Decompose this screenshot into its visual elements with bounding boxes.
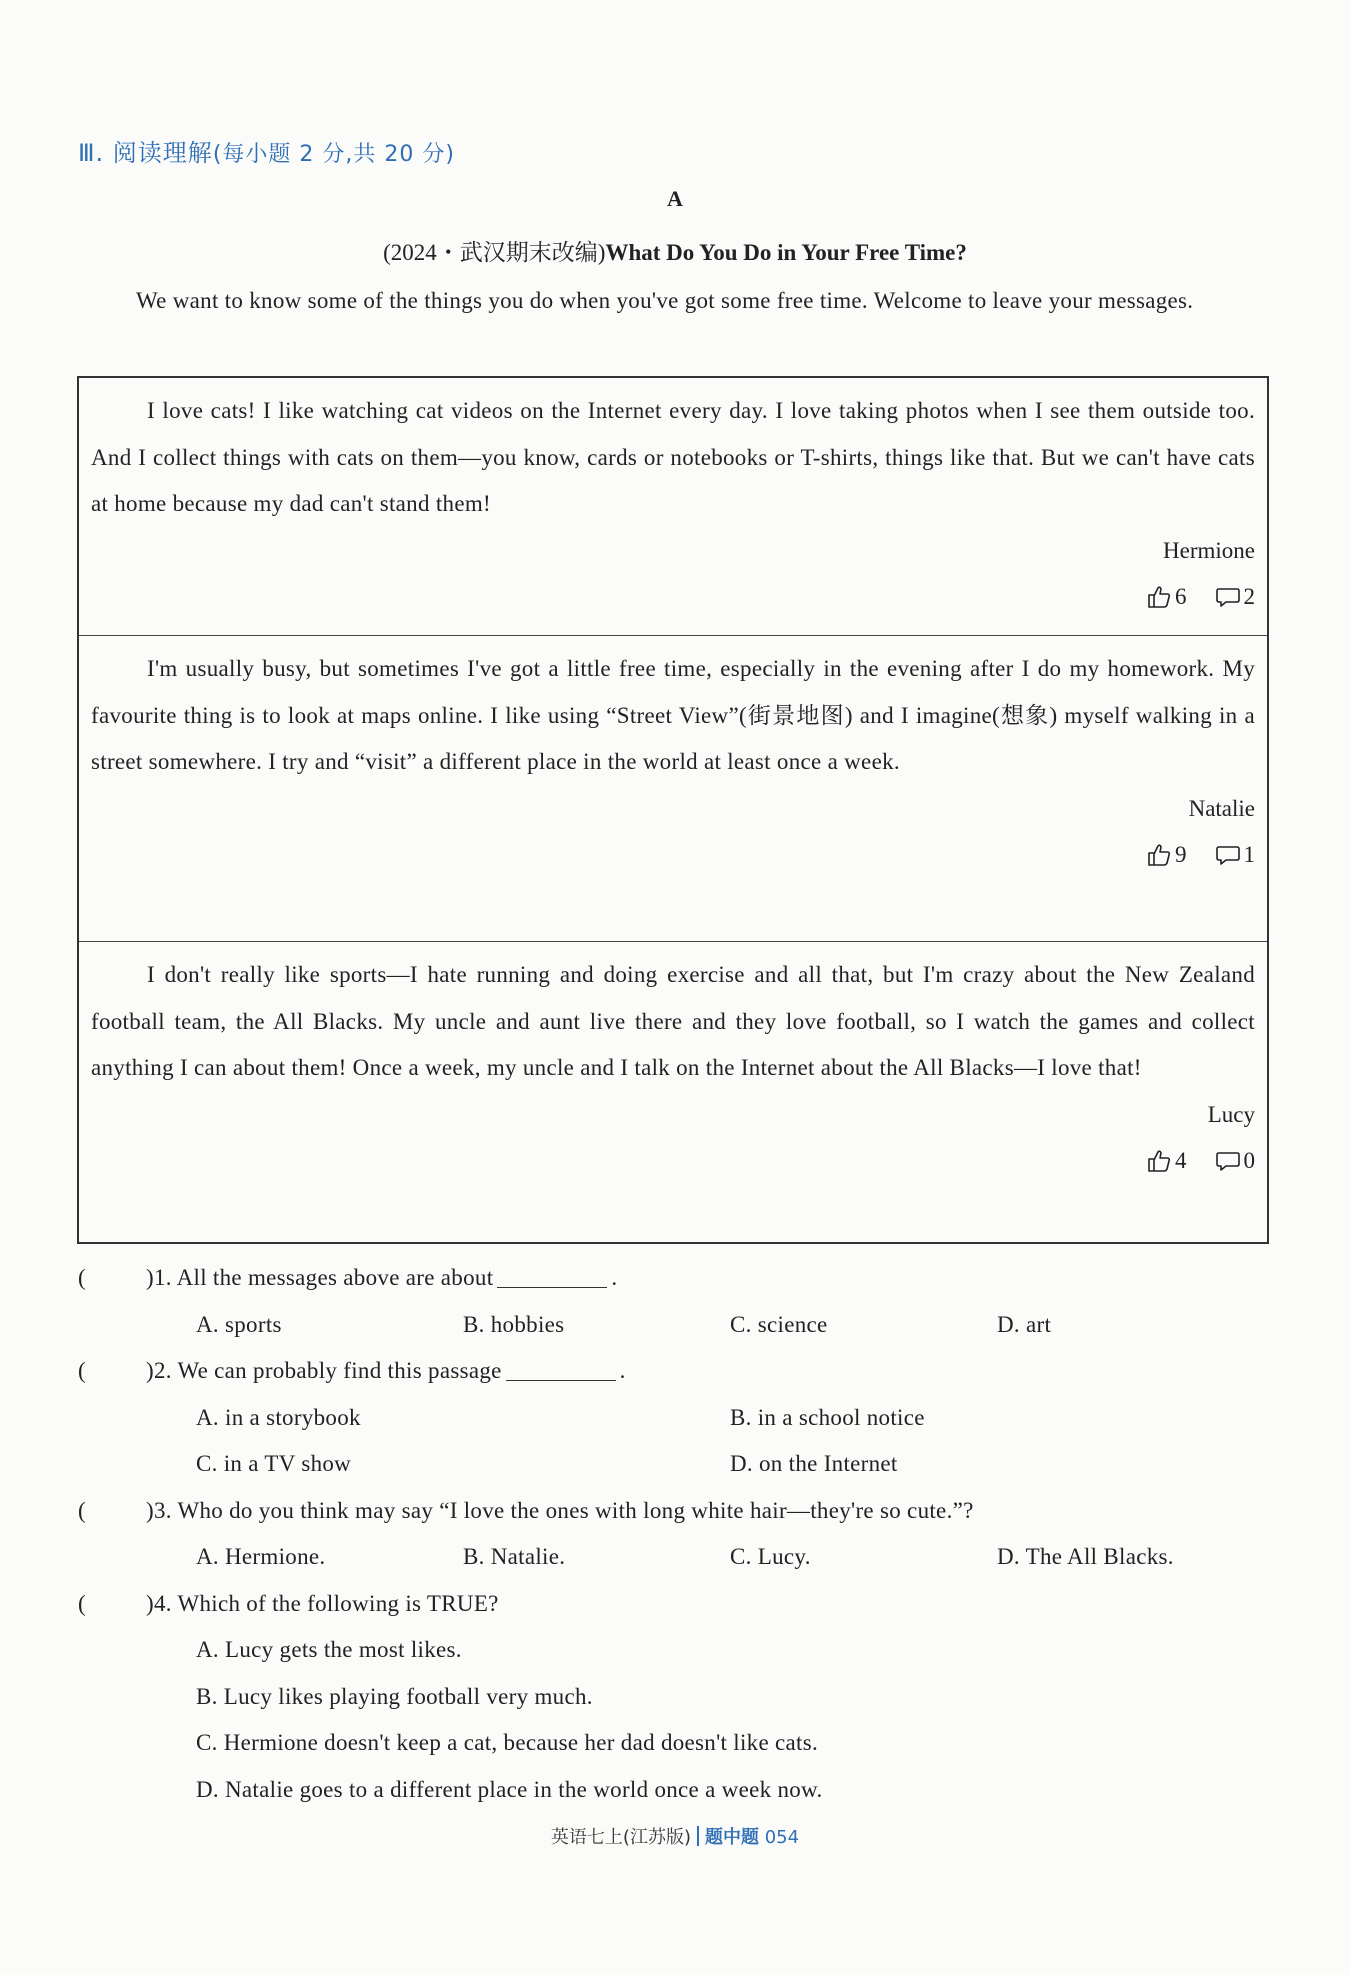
- like-count-value: 4: [1175, 1147, 1187, 1173]
- comment-count-value: 1: [1243, 841, 1255, 867]
- question-stem: [78, 1488, 1270, 1535]
- question-stem: [78, 1348, 1270, 1395]
- question-end: .: [619, 1358, 626, 1383]
- option[interactable]: D. on the Internet: [730, 1451, 898, 1476]
- message-stats: [91, 832, 1255, 878]
- message-author: Natalie: [1188, 795, 1255, 821]
- option[interactable]: A. sports: [196, 1311, 282, 1337]
- comment-icon: [1215, 584, 1241, 610]
- footer-brand: 题中题: [704, 1827, 759, 1848]
- footer-book: 英语七上(江苏版): [550, 1827, 691, 1848]
- message-text: I'm usually busy, but sometimes I've got a little free time, especially in the evening after I do my homework. My favourite thing is to look at maps online. I like using “Street View”(街景地图) and I imagine(想象) myself walking in a street somewhere. I try and “visit” a different place in the world at least once a week.: [91, 656, 1255, 774]
- comment-icon: [1215, 842, 1241, 868]
- option[interactable]: B. Natalie.: [463, 1544, 566, 1569]
- option[interactable]: A. Hermione.: [196, 1544, 326, 1569]
- option[interactable]: D. art: [997, 1311, 1052, 1337]
- answer-paren[interactable]: (: [78, 1590, 86, 1616]
- thumbs-up-icon: [1146, 842, 1172, 868]
- comment-count-value: 2: [1243, 583, 1255, 609]
- page-number: 054: [764, 1827, 800, 1848]
- message-card: [79, 636, 1267, 942]
- passage-source: (2024・武汉期末改编): [383, 240, 606, 265]
- answer-blank[interactable]: [506, 1356, 616, 1381]
- question-text: )1. All the messages above are about: [146, 1265, 494, 1290]
- message-card: [79, 942, 1267, 1242]
- message-text: I don't really like sports—I hate running and doing exercise and all that, but I'm crazy about the New Zealand football team, the All Blacks. My uncle and aunt live there and they love football, so I watch the games and collect anything I can about them! Once a week, my uncle and I talk on the Internet about the All Blacks—I love that!: [91, 962, 1255, 1080]
- answer-paren[interactable]: (: [78, 1265, 86, 1290]
- comment-count[interactable]: [1215, 1138, 1256, 1184]
- question-stem: [78, 1255, 1270, 1302]
- section-title-text: Ⅲ. 阅读理解: [78, 139, 213, 167]
- thumbs-up-icon: [1146, 1148, 1172, 1174]
- comment-count[interactable]: [1215, 832, 1256, 878]
- question-text: )3. Who do you think may say “I love the ones with long white hair—they're so cute.”?: [146, 1497, 974, 1523]
- answer-blank[interactable]: [497, 1263, 607, 1288]
- passage-heading: [0, 234, 1350, 267]
- like-count[interactable]: [1146, 1138, 1187, 1184]
- footer-divider: [697, 1826, 699, 1846]
- section-note: (每小题 2 分,共 20 分): [212, 142, 455, 167]
- message-text: I love cats! I like watching cat videos on the Internet every day. I love taking photos when I see them outside too. And I collect things with cats on them—you know, cards or notebooks or T-shirts, things like that. But we can't have cats at home because my dad can't stand them!: [91, 398, 1255, 516]
- option[interactable]: D. The All Blacks.: [997, 1544, 1174, 1569]
- message-stats: [91, 1138, 1255, 1184]
- page-footer: [0, 1823, 1350, 1849]
- option[interactable]: B. in a school notice: [730, 1404, 925, 1430]
- comment-count[interactable]: [1215, 574, 1256, 620]
- questions: [78, 1255, 1270, 1813]
- like-count-value: 9: [1175, 841, 1187, 867]
- question-text: )2. We can probably find this passage: [146, 1358, 502, 1383]
- question-end: .: [611, 1265, 618, 1290]
- message-author: Hermione: [1163, 537, 1255, 563]
- answer-paren[interactable]: (: [78, 1358, 86, 1383]
- message-author: Lucy: [1207, 1101, 1255, 1127]
- option[interactable]: A. Lucy gets the most likes.: [196, 1637, 462, 1662]
- passage-intro: We want to know some of the things you do when you've got some free time. Welcome to leave your messages.: [136, 288, 1194, 313]
- passage-letter: A: [667, 186, 683, 211]
- option[interactable]: A. in a storybook: [196, 1404, 361, 1430]
- option[interactable]: B. hobbies: [463, 1311, 565, 1337]
- option[interactable]: C. in a TV show: [196, 1451, 352, 1476]
- option[interactable]: C. Hermione doesn't keep a cat, because her dad doesn't like cats.: [196, 1730, 819, 1755]
- passage-title: What Do You Do in Your Free Time?: [605, 240, 967, 265]
- option[interactable]: D. Natalie goes to a different place in the world once a week now.: [196, 1776, 823, 1802]
- thumbs-up-icon: [1146, 584, 1172, 610]
- answer-paren[interactable]: (: [78, 1497, 86, 1523]
- question-text: )4. Which of the following is TRUE?: [146, 1590, 499, 1616]
- option[interactable]: B. Lucy likes playing football very much.: [196, 1683, 593, 1709]
- option-row: [78, 1441, 1270, 1488]
- like-count[interactable]: [1146, 574, 1187, 620]
- message-board: [77, 376, 1269, 1244]
- comment-icon: [1215, 1148, 1241, 1174]
- comment-count-value: 0: [1243, 1147, 1255, 1173]
- option[interactable]: C. Lucy.: [730, 1544, 811, 1569]
- message-card: [79, 378, 1267, 636]
- question-stem: [78, 1581, 1270, 1628]
- option-row: [78, 1302, 1270, 1349]
- like-count[interactable]: [1146, 832, 1187, 878]
- like-count-value: 6: [1175, 583, 1187, 609]
- option[interactable]: C. science: [730, 1311, 828, 1337]
- option-row: [78, 1534, 1270, 1581]
- option-row: [78, 1395, 1270, 1442]
- message-stats: [91, 574, 1255, 620]
- section-title: [78, 133, 455, 168]
